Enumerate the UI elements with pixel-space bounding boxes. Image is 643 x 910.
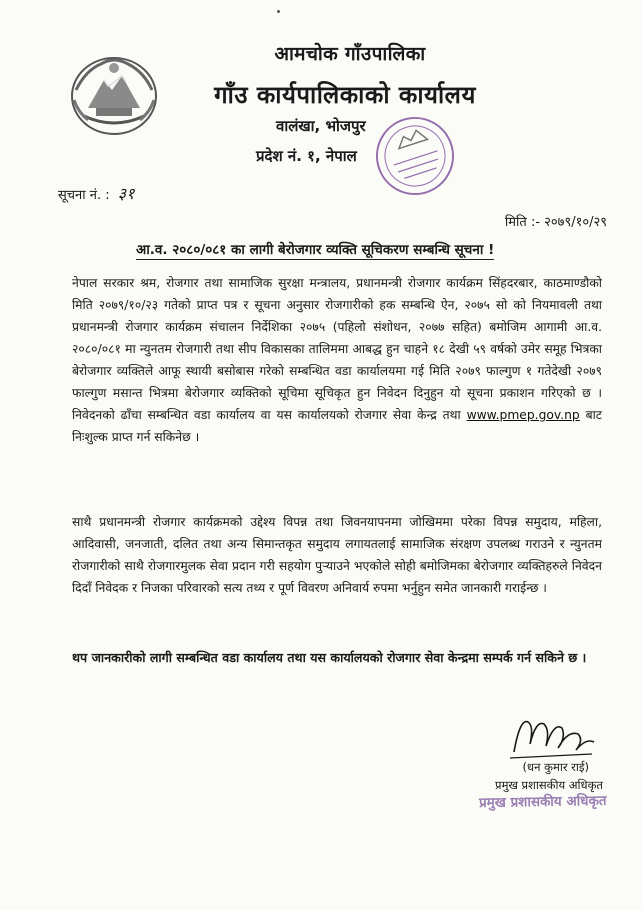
notice-number-label: सूचना नं. : xyxy=(58,188,110,203)
office-stamp xyxy=(374,114,456,198)
paragraph-1-tail: बाट निःशुल्क प्राप्त गर्न सकिनेछ । xyxy=(72,408,602,444)
office-name: गाँउ कार्यपालिकाको कार्यालय xyxy=(214,81,476,109)
notice-number-value: ३१ xyxy=(117,184,135,203)
pmep-website-link[interactable]: www.pmep.gov.np xyxy=(466,408,580,422)
notice-subject: आ.व. २०८०/०८१ का लागी बेरोजगार व्यक्ति सूचिकरण सम्बन्धि सूचना ! xyxy=(136,242,495,258)
paper-speck xyxy=(277,10,280,13)
paragraph-1 xyxy=(72,272,602,448)
signatory-seal: प्रमुख प्रशासकीय अधिकृत xyxy=(479,792,608,812)
paragraph-3: थप जानकारीको लागी सम्बन्धित वडा कार्यालय तथा यस कार्यालयको रोजगार सेवा केन्द्रमा सम्पर्क गर्न सकिने छ । xyxy=(72,650,587,665)
notice-number xyxy=(58,182,134,204)
office-province: प्रदेश नं. १, नेपाल xyxy=(256,147,357,165)
paragraph-1-text: नेपाल सरकार श्रम, रोजगार तथा सामाजिक सुरक्षा मन्त्रालय, प्रधानमन्त्री रोजगार कार्यक्रम सिंहदरबार, काठमाण्डौको मिति २०७९/१०/२३ गतेको प्राप्त पत्र र सूचना अनुसार रोजगारीको हक सम्बन्धि ऐन, २०७५ सो को नियमावली तथा प्रधानमन्त्री रोजगार कार्यक्रम संचालन निर्देशिका २०७५ (पहिलो संशोधन, २०७७ सहित) बमोजिम आगामी आ.व. २०८०/०८१ मा न्युनतम रोजगारी तथा सीप विकासका तालिममा आबद्ध हुन चाहने १८ देखी ५९ वर्षको उमेर समूह भित्रका बेरोजगार व्यक्तिले आफू स्थायी बसोबास गरेको सम्बन्धित वडा कार्यालयमा गई मिति २०७९ फाल्गुण १ गतेदेखी २०७९ फाल्गुण मसान्त भित्रमा बेरोजगार व्यक्तिको सूचिमा सूचिकृत हुन निवेदन दिनुहुन यो सूचना प्रकाशन गरिएको छ । निवेदनको ढाँचा सम्बन्धित वडा कार्यालय वा यस कार्यालयको रोजगार सेवा केन्द्र तथा xyxy=(72,276,602,422)
signatory-name: (धन कुमार राई) xyxy=(522,760,589,774)
notice-date: मिति :- २०७९/१०/२९ xyxy=(504,215,607,230)
org-name: आमचोक गाँउपालिका xyxy=(274,43,426,65)
paragraph-2: साथै प्रधानमन्त्री रोजगार कार्यक्रमको उद्देश्य विपन्न तथा जिवनयापनमा जोखिममा परेका विपन्न समुदाय, महिला, आदिवासी, जनजाती, दलित तथा अन्य सिमान्तकृत समुदाय लगायतलाई सामाजिक संरक्षण उपलब्ध गराउने र न्युनतम रोजगारीको साथै रोजगारमुलक सेवा प्रदान गरी सहयोग पुऱ्याउने भएकोले सोही बमोजिमका बेरोजगार व्यक्तिहरुले निवेदन दिदाँ निवेदक र निजका परिवारको सत्य तथ्य र पूर्ण विवरण अनिवार्य रुपमा भर्नुहुन समेत जानकारी गराईन्छ । xyxy=(72,515,602,595)
signatory-title: प्रमुख प्रशासकीय अधिकृत xyxy=(495,778,603,792)
office-address: वालंखा, भोजपुर xyxy=(276,117,366,135)
signature xyxy=(506,708,598,764)
nepal-emblem-icon xyxy=(66,50,162,138)
